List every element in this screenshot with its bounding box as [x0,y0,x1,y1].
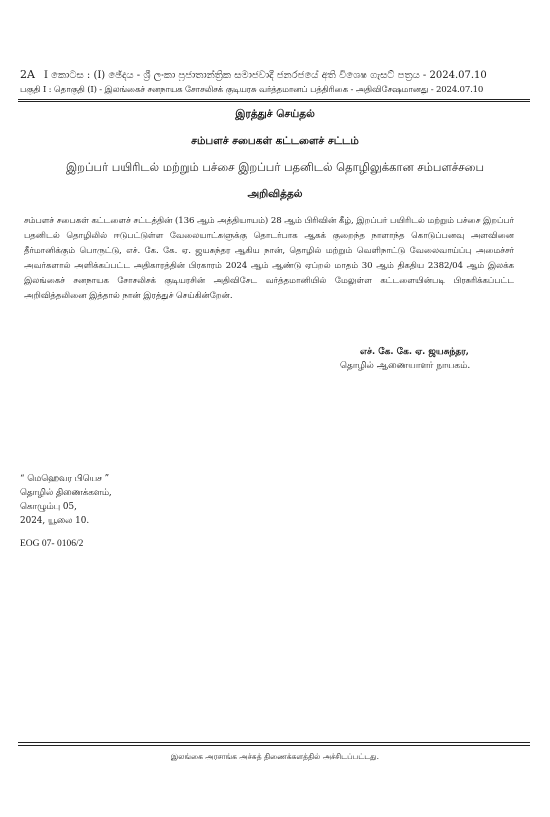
gazette-header-sinhala: I කොටස : (I) ඡේදය - ශ්‍රී ලංකා ප්‍රජාතාන්ත්‍රික සමාජවාදී ජනරජයේ අති විශෙෂ ගැසට් පත්‍රය - 2024.07.10 [44,70,487,81]
signatory-title: தொழில் ஆணையாளர் நாயகம். [340,361,471,371]
act-title: சம்பளச் சபைகள் கட்டளைச் சட்டம் [191,135,359,147]
header-divider [18,99,530,100]
address-date: 2024, யூலை 10. [20,516,90,526]
notice-body: சம்பளச் சபைகள் கட்டளைச் சட்டத்தின் (136 ஆம் அத்தியாயம்) 28 ஆம் பிரிவின் கீழ், இறப்பர் பயிரிடல் மற்றும் பச்சை இறப்பர் பதனிடல் தொழிலில் ஈடுபட்டுள்ள வேலையாட்களுக்கு தொடர்பாக ஆகக் குறைந்த நாளாந்த கொடுப்பனவு அளவினை தீர்மானிக்கும் பொருட்டு, எச். கே. கே. ஏ. ஜயசுந்தர ஆகிய நான், தொழில் மற்றும் வெளிநாட்டு வேலைவாய்ப்பு அமைச்சர் அவர்களால் அளிக்கப்பட்ட அதிகாரத்தின் பிரகாரம் 2024 ஆம் ஆண்டு ஏப்றல் மாதம் 30 ஆம் திகதிய 2382/04 ஆம் இலக்க இலங்கைச் சனநாயக சோசலிசக் குடியரசின் அதிவிசேட வர்த்தமானியில் மேலுள்ள கட்டளையின்படி பிரசுரிக்கப்பட்ட அறிவித்தலினை இத்தால் நான் இரத்துச் செய்கின்றேன். [24,216,514,301]
notice-heading: இரத்துச் செய்தல் [235,108,315,120]
wages-board-title: இறப்பர் பயிரிடல் மற்றும் பச்சை இறப்பர் பதனிடல் தொழிலுக்கான சம்பளச்சபை [65,160,485,174]
header-divider [18,101,530,102]
reference-number: EOG 07- 0106/2 [20,539,84,549]
footer-divider [18,742,530,743]
signatory-name: எச். கே. கே. ஏ. ஜயசுந்தர, [360,347,469,357]
address-line: தொழில் திணைக்களம், [20,488,112,498]
notice-title: அறிவித்தல் [247,188,303,200]
address-line: “ மெஹெவர பியெச ” [20,474,110,484]
printer-footer: இலங்கை அரசாங்க அச்சுத் திணைக்களத்தில் அச்சிடப்பட்டது. [170,752,380,761]
footer-divider [18,745,530,746]
page-number: 2A [20,68,35,81]
gazette-header-tamil: பகுதி I : தொகுதி (I) - இலங்கைச் சனநாயக சோசலிசக் குடியரசு வர்த்தமானப் பத்திரிகை - அதிவிசேஷமானது - 2024.07.10 [20,85,484,95]
address-line: கொழும்பு 05, [20,502,77,512]
